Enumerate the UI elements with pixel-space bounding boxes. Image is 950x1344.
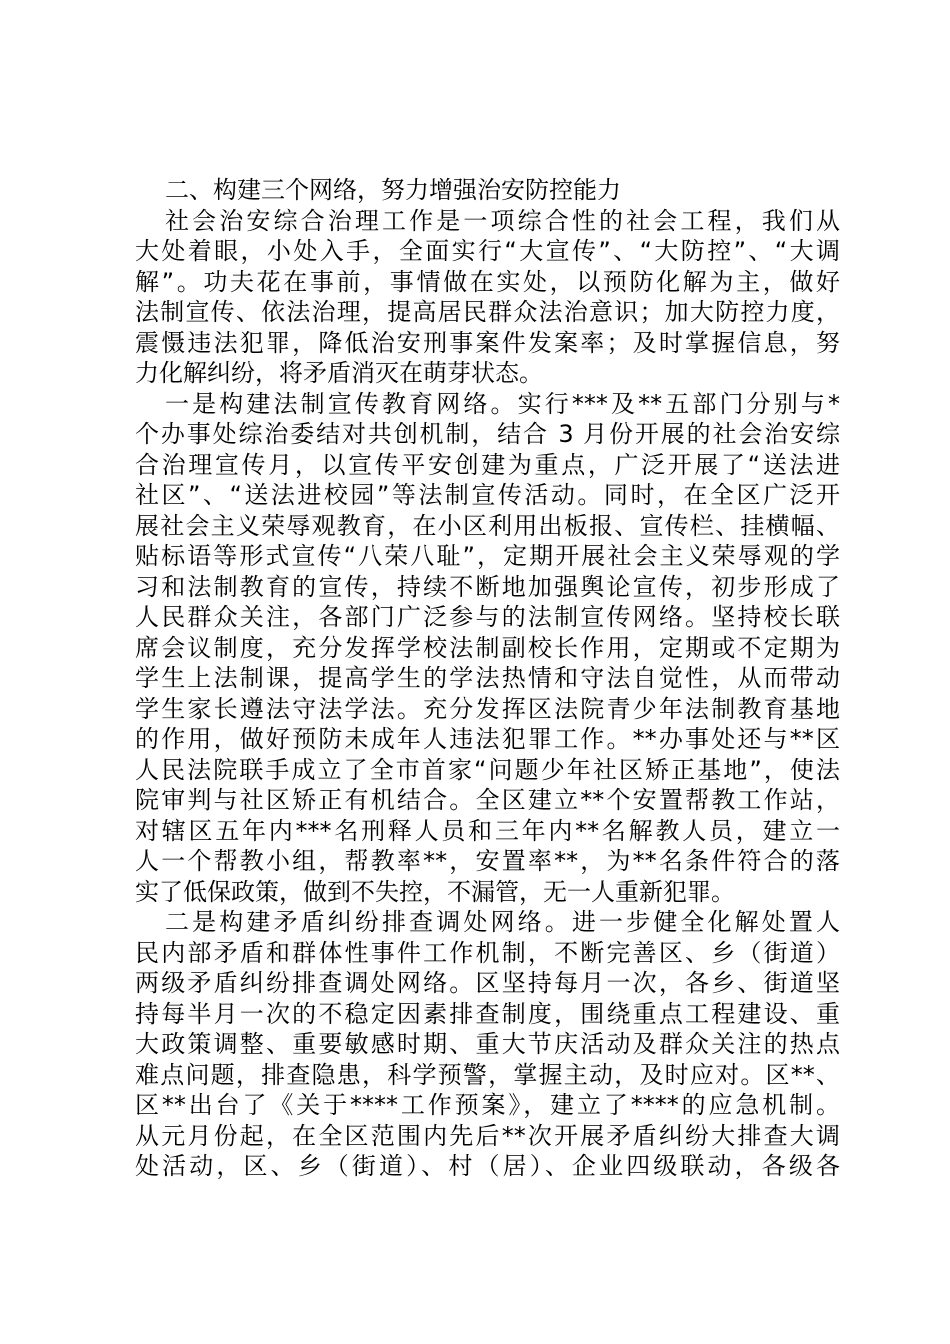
text-line: 展社会主义荣辱观教育，在小区利用出板报、宣传栏、挂横幅、: [135, 511, 840, 540]
section-heading: 二、构建三个网络，努力增强治安防控能力: [165, 176, 621, 204]
text-line: 社区”、“送法进校园”等法制宣传活动。同时，在全区广泛开: [135, 481, 840, 509]
text-line: 院审判与社区矫正有机结合。全区建立**个安置帮教工作站，: [135, 786, 840, 814]
text-line: 大处着眼，小处入手，全面实行“大宣传”、“大防控”、“大调: [135, 237, 840, 265]
text-line: 难点问题，排查隐患，科学预警，掌握主动，及时应对。区**、: [135, 1060, 840, 1089]
text-line: 贴标语等形式宣传“八荣八耻”，定期开展社会主义荣辱观的学: [135, 542, 840, 570]
paragraph-dispute-mediation-network: [135, 907, 840, 1182]
text-line: 学生上法制课，提高学生的学法热情和守法自觉性，从而带动: [135, 664, 840, 692]
text-line: 区**出台了《关于****工作预案》，建立了****的应急机制。: [135, 1091, 840, 1119]
paragraph-legal-education-network: [135, 389, 840, 908]
text-line: 二是构建矛盾纠纷排查调处网络。进一步健全化解处置人: [165, 908, 840, 936]
text-line: 实了低保政策，做到不失控，不漏管，无一人重新犯罪。: [135, 877, 735, 906]
text-line: 人民群众关注，各部门广泛参与的法制宣传网络。坚持校长联: [135, 603, 840, 631]
text-line: 人一个帮教小组，帮教率**，安置率**，为**名条件符合的落: [135, 847, 840, 875]
text-line: 处活动，区、乡（街道）、村（居）、企业四级联动，各级各: [135, 1152, 840, 1180]
text-line: 合治理宣传月，以宣传平安创建为重点，广泛开展了“送法进: [135, 450, 840, 479]
text-line: 从元月份起，在全区范围内先后**次开展矛盾纠纷大排查大调: [135, 1121, 840, 1150]
text-line: 社会治安综合治理工作是一项综合性的社会工程，我们从: [165, 206, 840, 235]
text-line: 解”。功夫花在事前，事情做在实处，以预防化解为主，做好: [135, 267, 840, 296]
text-line: 大政策调整、重要敏感时期、重大节庆活动及群众关注的热点: [135, 1030, 840, 1058]
text-line: 持每半月一次的不稳定因素排查制度，围绕重点工程建设、重: [135, 999, 840, 1028]
text-line: 力化解纠纷，将矛盾消灭在萌芽状态。: [135, 359, 543, 387]
text-line: 个办事处综治委结对共创机制，结合 3 月份开展的社会治安综: [135, 420, 840, 448]
text-line: 震慑违法犯罪，降低治安刑事案件发案率；及时掌握信息，努: [135, 328, 840, 357]
text-line: 一是构建法制宣传教育网络。实行***及**五部门分别与*: [165, 389, 840, 418]
text-line: 两级矛盾纠纷排查调处网络。区坚持每月一次，各乡、街道坚: [135, 969, 840, 997]
text-line: 人民法院联手成立了全市首家“问题少年社区矫正基地”，使法: [135, 755, 840, 784]
text-line: 民内部矛盾和群体性事件工作机制，不断完善区、乡（街道）: [135, 938, 840, 967]
text-line: 法制宣传、依法治理，提高居民群众法治意识；加大防控力度，: [135, 298, 840, 326]
text-line: 学生家长遵法守法学法。充分发挥区法院青少年法制教育基地: [135, 694, 840, 723]
text-line: 对辖区五年内***名刑释人员和三年内**名解教人员，建立一: [135, 816, 840, 845]
text-line: 习和法制教育的宣传，持续不断地加强舆论宣传，初步形成了: [135, 572, 840, 601]
text-line: 的作用，做好预防未成年人违法犯罪工作。**办事处还与**区: [135, 725, 840, 753]
paragraph-overview: [135, 206, 840, 389]
text-line: 席会议制度，充分发挥学校法制副校长作用，定期或不定期为: [135, 633, 840, 662]
document-body: [135, 175, 840, 1182]
